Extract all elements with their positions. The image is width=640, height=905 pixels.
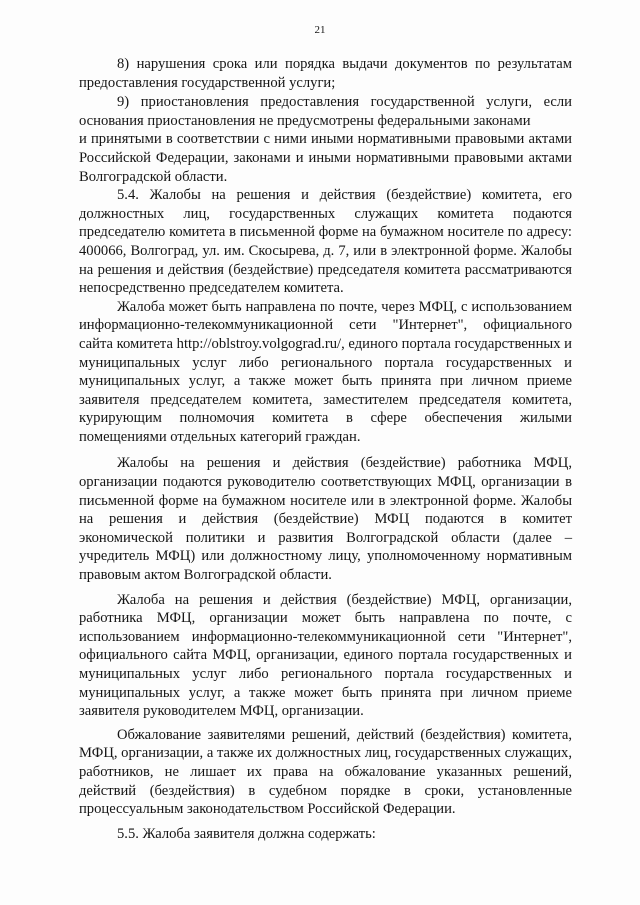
paragraph-5-5: 5.5. Жалоба заявителя должна содержать:	[117, 825, 376, 842]
page-number: 21	[314, 24, 326, 36]
paragraph-mfc-complaints: Жалобы на решения и действия (бездействие) работника МФЦ, организации подаются руководителю соответствующих МФЦ, организации в письменной форме на бумажном носителе или в электронной форме. Жалобы на решения и действия (бездействие) МФЦ подаются в комитет экономической политики и развития Волгоградской области (далее – учредитель МФЦ) или должностному лицу, уполномоченному нормативным правовым актом Волгоградской области.	[79, 455, 572, 584]
paragraph-complaint-channels: Жалоба может быть направлена по почте, через МФЦ, с использованием информационно-телекоммуникационной сети "Интернет", официального сайта комитета http://oblstroy.volgograd.ru/, единого портала государственных и муниципальных услуг либо регионального портала государственных и муниципальных услуг, а также может быть принята при личном приеме заявителя председателем комитета, заместителем председателя комитета, курирующим полномочия комитета в сфере обеспечения жилыми помещениями отдельных категорий граждан.	[79, 298, 572, 445]
paragraph-item-9-continuation: и принятыми в соответствии с ними иными нормативными правовыми актами Российской Федерации, законами и иными нормативными правовыми актами Волгоградской области.	[79, 131, 572, 185]
paragraph-court-appeal: Обжалование заявителями решений, действий (бездействия) комитета, МФЦ, организации, а также их должностных лиц, государственных служащих, работников, не лишает их права на обжалование указанных решений, действий (бездействия) в судебном порядке в сроки, установленные процессуальным законодательством Российской Федерации.	[79, 726, 572, 818]
paragraph-5-4: 5.4. Жалобы на решения и действия (бездействие) комитета, его должностных лиц, государственных служащих комитета подаются председателю комитета в письменной форме на бумажном носителе по адресу: 400066, Волгоград, ул. им. Скосырева, д. 7, или в электронной форме. Жалобы на решения и действия (бездействие) председателя комитета рассматриваются непосредственно председателем комитета.	[79, 187, 572, 297]
paragraph-item-9: 9) приостановления предоставления государственной услуги, если основания приостановления не предусмотрены федеральными законами	[79, 94, 572, 129]
paragraph-mfc-complaint-channels: Жалоба на решения и действия (бездействие) МФЦ, организации, работника МФЦ, организации может быть направлена по почте, с использованием информационно-телекоммуникационной сети "Интернет", официального сайта МФЦ, организации, единого портала государственных и муниципальных услуг либо регионального портала государственных и муниципальных услуг, а также может быть принята при личном приеме заявителя руководителем МФЦ, организации.	[79, 591, 572, 720]
paragraph-item-8: 8) нарушения срока или порядка выдачи документов по результатам предоставления государственной услуги;	[79, 56, 572, 91]
document-body	[79, 55, 572, 843]
